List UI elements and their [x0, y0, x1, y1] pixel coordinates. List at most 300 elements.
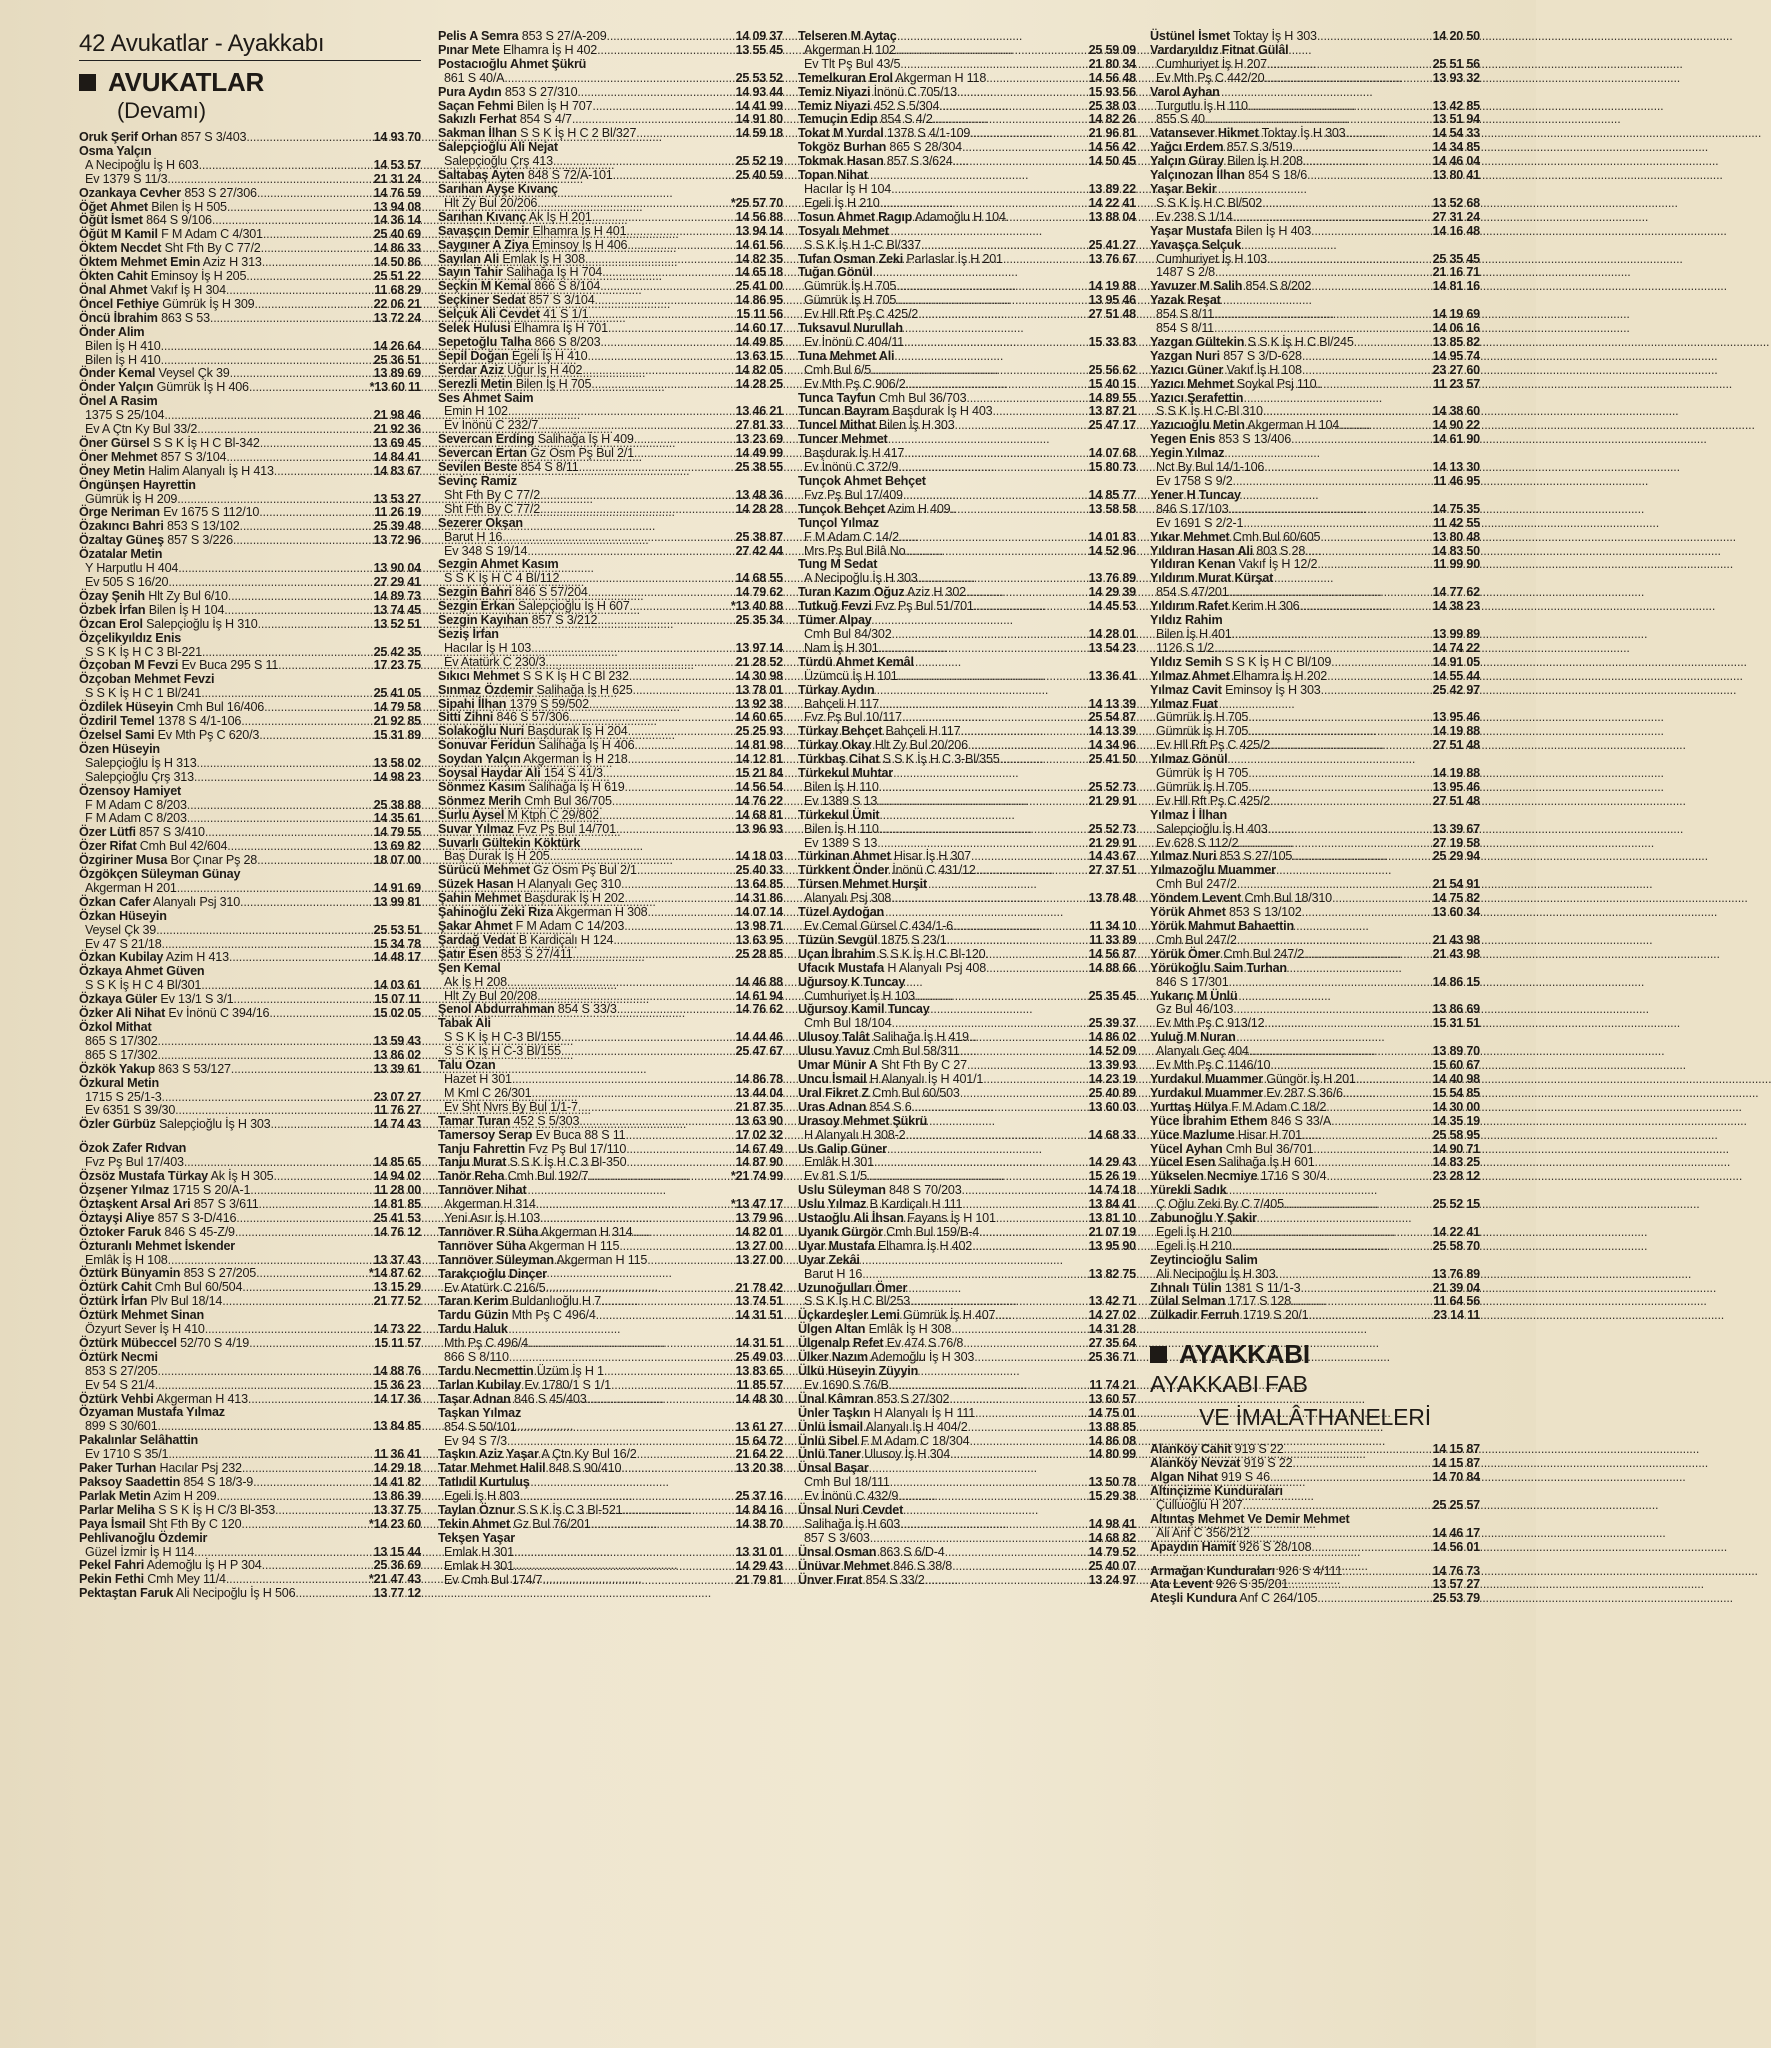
leader-dots — [235, 1226, 372, 1240]
phone-number: 13 78 48 — [1088, 891, 1136, 906]
directory-entry — [79, 993, 421, 1007]
directory-entry — [1150, 58, 1480, 72]
leader-dots — [178, 562, 371, 576]
entry-name: Ülker Nazım Ademoğlu İş H 303 — [798, 1350, 975, 1365]
section-heading-ayakkabi — [1150, 1339, 1480, 1369]
leader-dots — [947, 934, 1088, 948]
directory-entry — [798, 1087, 1136, 1101]
phone-number: 13 15 44 — [373, 1544, 421, 1559]
directory-entry — [798, 392, 1136, 406]
directory-entry — [79, 1021, 421, 1035]
entry-name: Ev 1710 S 35/1 — [85, 1447, 169, 1462]
directory-entry — [798, 1462, 1136, 1476]
entry-name: Türkay Aydın — [798, 682, 875, 697]
leader-dots — [1229, 976, 1431, 990]
leader-dots — [1311, 225, 1431, 239]
phone-number: 11 23 57 — [1433, 376, 1480, 391]
phone-number: 14 52 09 — [1088, 1044, 1136, 1059]
leader-dots — [158, 1365, 372, 1379]
leader-dots — [877, 795, 1086, 809]
leader-dots — [275, 1504, 372, 1518]
entry-name: Uzunoğulları Ömer — [798, 1280, 908, 1295]
phone-number: 13 98 71 — [735, 919, 783, 933]
leader-dots — [626, 1143, 733, 1157]
entry-name: Tatlıdil Kurtuluş — [438, 1475, 530, 1490]
phone-number: 14 50 86 — [373, 255, 421, 270]
entry-name: Talu Ozan — [438, 1058, 496, 1073]
leader-dots — [587, 1393, 734, 1407]
leader-dots — [262, 256, 372, 270]
phone-number: 25 51 22 — [373, 269, 421, 284]
leader-dots — [550, 850, 734, 864]
leader-dots — [879, 642, 1087, 656]
entry-name: Öğüt İsmet 864 S 9/106 — [79, 213, 212, 228]
phone-number: 13 94 08 — [373, 199, 421, 214]
directory-entry — [798, 878, 1136, 892]
directory-entry — [1150, 1565, 1480, 1579]
entry-name: Özgökçen Süleyman Günay — [79, 867, 241, 882]
phone-number: 14 53 57 — [373, 157, 421, 172]
leader-dots — [970, 127, 1086, 141]
entry-name: Egeli İş H 210 — [1156, 1224, 1232, 1239]
phone-number: 15 31 51 — [1432, 1016, 1480, 1031]
phone-number: 27 51 48 — [1432, 738, 1480, 753]
leader-dots — [1003, 253, 1087, 267]
phone-number: 25 40 33 — [735, 863, 783, 878]
phone-number: 25 38 03 — [1088, 98, 1136, 113]
entry-name: Ev Hll Rft Pş C 425/2 — [1156, 738, 1271, 753]
listing-list — [798, 30, 1136, 1588]
directory-entry — [1150, 670, 1480, 684]
directory-entry — [1150, 239, 1480, 253]
phone-number: 21 43 98 — [1432, 946, 1480, 961]
leader-dots — [968, 739, 1087, 753]
directory-entry — [1150, 266, 1480, 280]
entry-name: S S K İş H C-Bl 310 — [1156, 404, 1263, 419]
entry-name: Özelsel Sami Ev Mth Pş C 620/3 — [79, 727, 260, 742]
directory-entry — [79, 1142, 421, 1156]
phone-number: 15 34 78 — [373, 936, 421, 951]
phone-number: 14 06 16 — [1432, 321, 1480, 336]
directory-entry — [1150, 1240, 1480, 1254]
phone-number: 25 52 19 — [735, 154, 783, 169]
entry-name: Yazıcı Mehmet Soykal Psj 110 — [1150, 376, 1317, 391]
entry-name: Severcan Erding Salihağa İş H 409 — [438, 432, 634, 447]
entry-name: Savaşçın Demir Elhamra İş H 401 — [438, 223, 627, 238]
entry-name: Tuksavul Nurullah — [798, 321, 903, 336]
phone-number: 27 19 58 — [1432, 835, 1480, 850]
leader-dots — [532, 1087, 734, 1101]
entry-name: Yalçınozan İlhan 854 S 18/6 — [1150, 168, 1308, 183]
leader-dots — [939, 100, 1086, 114]
entry-name: Paksoy Saadettin 854 S 18/3-9 — [79, 1475, 254, 1489]
phone-number: 15 21 84 — [735, 766, 783, 781]
phone-number: 14 31 28 — [1088, 1322, 1136, 1337]
listing-list — [1150, 30, 1480, 1323]
entry-name: Yöndem Levent Cmh Bul 18/310 — [1150, 891, 1332, 906]
phone-number: 14 90 71 — [1432, 1141, 1480, 1156]
square-bullet-icon — [79, 74, 96, 91]
phone-number: 25 47 67 — [735, 1044, 783, 1059]
phone-number: 14 15 87 — [1432, 1442, 1480, 1457]
leader-dots — [1302, 1129, 1431, 1143]
directory-entry — [1150, 489, 1480, 503]
directory-entry — [438, 948, 783, 962]
entry-name: Özkol Mithat — [79, 1020, 152, 1034]
entry-name: Şen Kemal — [438, 960, 501, 975]
leader-dots — [921, 239, 1087, 253]
leader-dots — [896, 44, 1087, 58]
directory-entry — [1150, 1471, 1480, 1485]
entry-name: Taşkın Aziz Yaşar A Çtn Ky Bul 16/2 — [438, 1447, 637, 1462]
entry-name: Öztoker Faruk 846 S 45-Z/9 — [79, 1224, 235, 1239]
leader-dots — [250, 1184, 372, 1198]
entry-name: 866 S 8/110 — [444, 1350, 509, 1365]
entry-name: Akgerman H 201 — [85, 880, 177, 895]
phone-number: 23 27 60 — [1432, 362, 1480, 377]
entry-name: Yüce İbrahim Ethem 846 S 33/A — [1150, 1113, 1332, 1128]
leader-dots — [647, 906, 733, 920]
leader-dots — [1233, 211, 1431, 225]
phone-number: 11 36 41 — [374, 1447, 421, 1462]
leader-dots — [1331, 656, 1430, 670]
leader-dots — [995, 1309, 1086, 1323]
directory-entry — [1150, 1226, 1480, 1240]
entry-name: Ev A Çtn Ky Bul 33/2 — [85, 422, 198, 437]
entry-name: Bilen İş H 401 — [1156, 626, 1232, 641]
directory-entry — [438, 962, 783, 976]
phone-number: 25 58 70 — [1432, 1238, 1480, 1253]
leader-dots — [902, 711, 1087, 725]
directory-entry — [1150, 1268, 1480, 1282]
leader-dots — [972, 1240, 1086, 1254]
directory-entry — [79, 1420, 421, 1434]
entry-name: Urasoy Mehmet Şükrü — [798, 1113, 928, 1128]
phone-number: 25 29 94 — [1432, 849, 1480, 864]
phone-number: 14 29 43 — [1088, 1155, 1136, 1170]
entry-name: Özyurt Sever İş H 410 — [85, 1322, 205, 1337]
leader-dots — [242, 1462, 372, 1476]
leader-dots — [545, 656, 733, 670]
entry-name: Vardaryıldız Fitnat Gülâl — [1150, 42, 1289, 57]
leader-dots — [912, 1101, 1087, 1115]
phone-number: 14 61 94 — [735, 988, 783, 1003]
directory-entry — [1150, 558, 1480, 572]
phone-number: 13 97 14 — [735, 640, 783, 655]
directory-entry — [1150, 1254, 1480, 1268]
leader-dots — [601, 1295, 734, 1309]
entry-name: Şardağ Vedat B Kardiçalı H 124 — [438, 932, 614, 947]
leader-dots — [514, 1546, 734, 1560]
leader-dots — [224, 604, 371, 618]
entry-name: Tanrıöver R Süha Akgerman H 314 — [438, 1224, 633, 1239]
phone-number: 14 46 04 — [1432, 154, 1480, 169]
phone-number: 14 80 99 — [1088, 1447, 1136, 1462]
leader-dots — [1267, 253, 1431, 267]
phone-number: 14 93 44 — [735, 84, 783, 99]
entry-name: Hlt Zy Bul 20/206 — [444, 195, 538, 210]
phone-number: 14 79 62 — [735, 585, 783, 600]
directory-entry — [1150, 1592, 1480, 1606]
entry-name: Tekin Ahmet Gz Bul 76/201 — [438, 1516, 591, 1531]
phone-number: 14 03 61 — [373, 978, 421, 993]
directory-entry — [79, 437, 421, 451]
leader-dots — [891, 183, 1086, 197]
leader-dots — [274, 465, 372, 479]
directory-entry — [438, 322, 783, 336]
leader-dots — [871, 364, 1086, 378]
directory-entry — [1150, 44, 1480, 58]
leader-dots — [898, 461, 1086, 475]
directory-entry — [1150, 1129, 1480, 1143]
directory-entry — [79, 618, 421, 632]
phone-number: 14 79 52 — [1088, 1544, 1136, 1559]
leader-dots — [1326, 1170, 1430, 1184]
directory-entry — [798, 698, 1136, 712]
phone-number: 27 51 48 — [1088, 307, 1136, 322]
leader-dots — [1270, 739, 1430, 753]
entry-name: Akgerman H 102 — [804, 42, 896, 57]
leader-dots — [966, 586, 1087, 600]
leader-dots — [559, 572, 733, 586]
directory-entry — [1150, 809, 1480, 823]
leader-dots — [592, 211, 734, 225]
directory-entry — [438, 1393, 783, 1407]
directory-entry — [1150, 1198, 1480, 1212]
directory-entry — [438, 183, 783, 197]
phone-number: 14 31 51 — [735, 1308, 783, 1323]
leader-dots — [259, 729, 371, 743]
entry-name: Sipahi İlhan 1379 S 59/502 — [438, 696, 589, 711]
directory-entry — [798, 86, 1136, 100]
directory-entry — [438, 308, 783, 322]
phone-number: 15 11 56 — [736, 307, 783, 322]
directory-entry — [79, 1337, 421, 1351]
leader-dots — [1345, 127, 1430, 141]
directory-entry — [79, 799, 421, 813]
phone-number: 17 23 75 — [373, 658, 421, 673]
directory-entry — [798, 1143, 1136, 1157]
entry-name: Suvarlı Gültekin Köktürk — [438, 835, 581, 850]
entry-name: Başdurak İş H 417 — [804, 446, 905, 461]
directory-entry — [1150, 586, 1480, 600]
leader-dots — [226, 451, 371, 465]
leader-dots — [607, 30, 734, 44]
directory-entry — [438, 1560, 783, 1574]
phone-number: 13 76 67 — [1088, 251, 1136, 266]
entry-name: Armağan Kunduraları 926 S 4/111 — [1150, 1563, 1343, 1578]
phone-number: 21 39 04 — [1432, 1280, 1480, 1295]
leader-dots — [945, 1546, 1087, 1560]
directory-entry — [1150, 1170, 1480, 1184]
entry-name: Özsöz Mustafa Türkay Ak İş H 305 — [79, 1169, 274, 1184]
phone-number: 13 27 00 — [735, 1252, 783, 1267]
phone-number: 14 20 50 — [1432, 29, 1480, 43]
entry-name: Cumhuriyet İş H 103 — [1156, 251, 1267, 266]
entry-name: Üzümcü İş H 101 — [804, 668, 898, 683]
phone-number: 13 90 04 — [373, 561, 421, 576]
entry-name: Tardu Haluk — [438, 1322, 508, 1337]
entry-name: 846 S 17/301 — [1156, 974, 1229, 989]
phone-number: 25 52 73 — [1088, 779, 1136, 794]
directory-entry — [438, 781, 783, 795]
entry-name: Ev 505 S 16/20 — [85, 575, 169, 589]
leader-dots — [205, 826, 372, 840]
directory-entry — [1150, 294, 1480, 308]
directory-entry — [1150, 1295, 1480, 1309]
leader-dots — [259, 1198, 372, 1212]
phone-number: 14 49 85 — [735, 334, 783, 349]
directory-entry — [79, 1091, 421, 1105]
leader-dots — [616, 823, 734, 837]
directory-entry — [79, 1007, 421, 1021]
directory-entry — [1150, 86, 1480, 100]
phone-number: 14 34 96 — [1088, 738, 1136, 753]
entry-name: Turgutlu İş H 110 — [1156, 98, 1248, 113]
leader-dots — [627, 239, 733, 253]
directory-entry — [798, 503, 1136, 517]
leader-dots — [976, 864, 1087, 878]
directory-entry — [438, 1435, 783, 1449]
directory-entry — [79, 1518, 421, 1532]
entry-name: Özay Şenih Hlt Zy Bul 6/10 — [79, 588, 228, 603]
entry-name: Şenol Abdurrahman 854 S 33/3 — [438, 1002, 617, 1017]
directory-entry — [79, 187, 421, 201]
phone-number: 13 99 81 — [373, 894, 421, 909]
entry-name: Üçkardeşler Lemi Gümrük İş H 407 — [798, 1308, 996, 1323]
entry-name: Mrs Pş Bul Bilâ No — [804, 543, 906, 558]
leader-dots — [271, 1118, 372, 1132]
entry-name: Cmh Bul 6/5 — [804, 362, 872, 377]
directory-entry — [1150, 976, 1480, 990]
phone-number: 13 72 96 — [373, 533, 421, 548]
entry-name: Süzek Hasan H Alanyalı Geç 310 — [438, 877, 622, 892]
entry-name: Gz Bul 46/103 — [1156, 1002, 1234, 1017]
phone-number: 25 56 62 — [1088, 362, 1136, 377]
entry-name: Uslu Yılmaz B Kardiçalı H 111 — [798, 1197, 963, 1212]
leader-dots — [502, 531, 733, 545]
phone-number: 13 24 97 — [1088, 1572, 1136, 1587]
entry-name: 1715 S 25/1-3 — [85, 1089, 162, 1104]
leader-dots — [898, 1490, 1086, 1504]
phone-number: 14 74 18 — [1088, 1183, 1136, 1198]
directory-entry — [438, 392, 783, 406]
directory-entry — [1150, 1143, 1480, 1157]
phone-number: 14 91 05 — [1432, 654, 1480, 669]
entry-name: Sarıhan Kıvanç Ak İş H 201 — [438, 209, 592, 224]
leader-dots — [1229, 586, 1431, 600]
entry-name: Umar Münir A Sht Fth By C 27 — [798, 1058, 967, 1073]
entry-name: M Kml C 26/301 — [444, 1085, 532, 1100]
directory-entry — [438, 1295, 783, 1309]
leader-dots — [591, 378, 733, 392]
leader-dots — [542, 1574, 733, 1588]
directory-entry — [438, 739, 783, 753]
entry-name: Yıldıran Hasan Ali 803 S 28 — [1150, 543, 1306, 558]
directory-entry — [438, 1170, 783, 1184]
directory-entry — [798, 545, 1136, 559]
directory-entry — [798, 447, 1136, 461]
phone-number: 13 86 69 — [1432, 1002, 1480, 1017]
entry-name: Soydan Yalçın Akgerman İş H 218 — [438, 752, 628, 767]
entry-name: Türkinan Ahmet Hisar İş H 307 — [798, 849, 971, 864]
phone-number: 21 64 22 — [735, 1447, 783, 1462]
entry-name: Ev Cmh Bul 174/7 — [444, 1572, 543, 1587]
entry-name: 854 S 8/11 — [1156, 307, 1214, 322]
leader-dots — [1267, 58, 1431, 72]
entry-name: Bilen İş H 410 — [85, 352, 161, 367]
directory-entry — [438, 1045, 783, 1059]
entry-name: Altınçizme Kunduraları — [1150, 1484, 1283, 1498]
leader-dots — [262, 1559, 372, 1573]
entry-name: Cmh Bul 18/104 — [804, 1016, 892, 1031]
entry-name: Sht Fth By C 77/2 — [444, 501, 540, 516]
leader-dots — [246, 131, 371, 145]
directory-entry — [1150, 30, 1480, 44]
phone-number: 13 94 14 — [735, 223, 783, 238]
directory-entry — [798, 1101, 1136, 1115]
phone-number: 13 95 46 — [1432, 710, 1480, 725]
leader-dots — [577, 86, 733, 100]
directory-entry — [438, 30, 783, 44]
leader-dots — [955, 419, 1087, 433]
entry-name: Ev 6351 S 39/30 — [85, 1103, 176, 1118]
leader-dots — [531, 642, 733, 656]
phone-number: 27 35 64 — [1088, 1336, 1136, 1351]
entry-name: Sarıhan Ayşe Kıvanç — [438, 181, 558, 196]
phone-number: 14 28 01 — [1088, 626, 1136, 641]
phone-number: 13 39 61 — [373, 1061, 421, 1076]
leader-dots — [879, 698, 1087, 712]
phone-number: 21 79 81 — [735, 1572, 783, 1587]
entry-name: Selçuk Ali Cevdet 41 S 1/1 — [438, 307, 589, 322]
entry-name: Zıhnalı Tülin 1381 S 11/1-3 — [1150, 1280, 1301, 1295]
phone-number: 25 40 69 — [373, 227, 421, 242]
phone-number: 14 88 76 — [373, 1363, 421, 1378]
entry-name: Ustaoğlu Ali İhsan Fayans İş H 101 — [798, 1211, 996, 1226]
entry-name: Ev İnönü C 404/11 — [804, 334, 904, 349]
directory-entry — [1150, 698, 1480, 712]
leader-dots — [1000, 753, 1087, 767]
phone-number: 14 22 41 — [1088, 195, 1136, 210]
directory-entry — [79, 548, 421, 562]
directory-entry — [79, 1587, 421, 1601]
directory-entry — [79, 604, 421, 618]
entry-name: Hazet H 301 — [444, 1071, 512, 1086]
directory-entry — [79, 882, 421, 896]
directory-entry — [438, 934, 783, 948]
directory-entry — [1150, 1045, 1480, 1059]
entry-name: Nam İş H 301 — [804, 640, 879, 655]
directory-entry — [798, 711, 1136, 725]
directory-entry — [438, 1198, 783, 1212]
leader-dots — [962, 1184, 1087, 1198]
leader-dots — [1214, 308, 1431, 322]
entry-name: Yuluğ M Nuran — [1150, 1030, 1236, 1045]
directory-entry — [438, 642, 783, 656]
directory-entry — [79, 423, 421, 437]
directory-entry — [1150, 823, 1480, 837]
entry-name: Yılmazoğlu Muammer — [1150, 863, 1276, 878]
entry-name: Güzel İzmir İş H 114 — [85, 1544, 195, 1559]
entry-name: Emlak H 301 — [444, 1544, 514, 1559]
directory-entry — [438, 239, 783, 253]
phone-number: 15 40 15 — [1088, 376, 1136, 391]
entry-name: Sayın Tahir Salihağa İş H 704 — [438, 265, 603, 280]
entry-name: Öner Gürsel S S K İş H C Bl-342 — [79, 435, 260, 450]
entry-name: Örge Neriman Ev 1675 S 112/10 — [79, 505, 260, 520]
entry-name: Tokat M Yurdal 1378 S 4/1-109 — [798, 126, 971, 141]
